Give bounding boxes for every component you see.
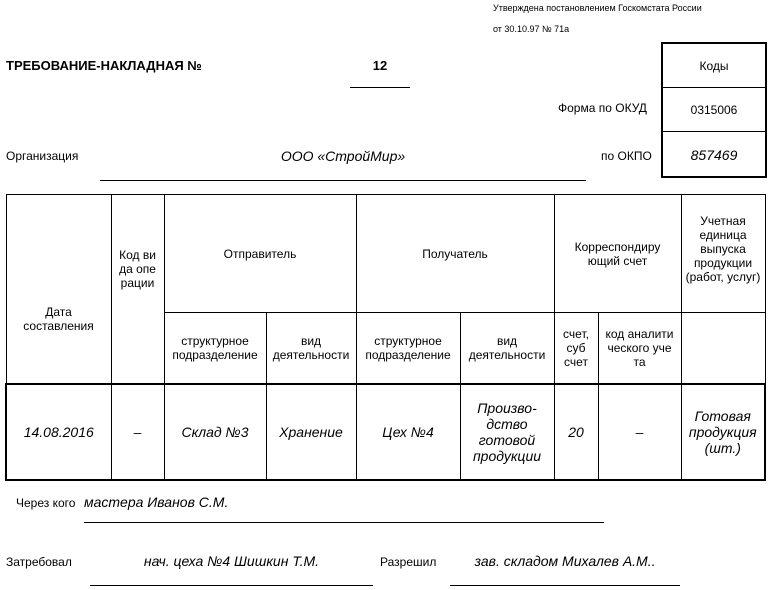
through-label: Через кого [16,496,76,510]
approval-line-1: Утверждена постановлением Госкомстата России [493,3,702,13]
header-date-text: Дата составления [23,304,94,333]
header-receiver-activity: вид деятельности [460,313,554,384]
header-account-text: Корреспондиру ющий счет [574,239,661,268]
allowed-label: Разрешил [380,555,437,569]
requisition-table [5,194,766,481]
header-sender-activity: вид деятельности [266,313,356,384]
okud-value: 0315006 [663,88,765,132]
organization-underline [100,180,586,181]
okpo-label: по ОКПО [601,149,652,163]
document-title: ТРЕБОВАНИЕ-НАКЛАДНАЯ № [6,58,202,73]
requested-underline [90,585,373,586]
okpo-value: 857469 [690,147,738,163]
through-underline [84,522,604,523]
table-row [6,384,765,480]
header-account-sub: счет, суб счет [554,313,598,384]
codes-header: Коды [663,44,765,88]
allowed-value: зав. складом Михалев А.М.. [474,553,656,569]
header-date [6,195,111,384]
cell-sender-activity: Хранение [266,384,356,480]
cell-account: 20 [554,384,598,480]
requested-label: Затребовал [6,555,72,569]
header-unit [681,195,765,313]
document-number: 12 [372,58,388,73]
requested-value: нач. цеха №4 Шишкин Т.М. [143,553,320,569]
cell-receiver-activity [460,384,554,480]
cell-unit: Готовая продукция (шт.) [681,384,765,480]
through-value: мастера Иванов С.М. [84,494,229,510]
header-op-code-text: Код ви да опе рации [119,247,156,290]
header-receiver-unit: структурное подразделение [356,313,460,384]
cell-receiver-activity-text: Произво-дство готовой продукции [472,399,542,464]
approval-line-2: от 30.10.97 № 71а [493,24,570,34]
header-receiver: Получатель [356,195,554,313]
header-analytic: код аналити ческого уче та [598,313,681,384]
codes-box [661,42,767,178]
cell-op-code: – [111,384,164,480]
allowed-underline [450,585,680,586]
header-sender: Отправитель [164,195,356,313]
okud-label: Форма по ОКУД [558,101,647,115]
cell-receiver-unit: Цех №4 [356,384,460,480]
header-unit-text: Учетная единица выпуска продукции (работ, услуг) [685,213,761,284]
header-op-code [111,195,164,384]
header-sender-unit: структурное подразделение [164,313,266,384]
number-underline [350,87,410,88]
header-unit-empty [681,313,765,384]
cell-date: 14.08.2016 [6,384,111,480]
header-account [554,195,681,313]
organization-value: ООО «СтройМир» [280,148,406,164]
cell-sender-unit: Склад №3 [164,384,266,480]
cell-analytic: – [598,384,681,480]
organization-label: Организация [6,149,79,163]
